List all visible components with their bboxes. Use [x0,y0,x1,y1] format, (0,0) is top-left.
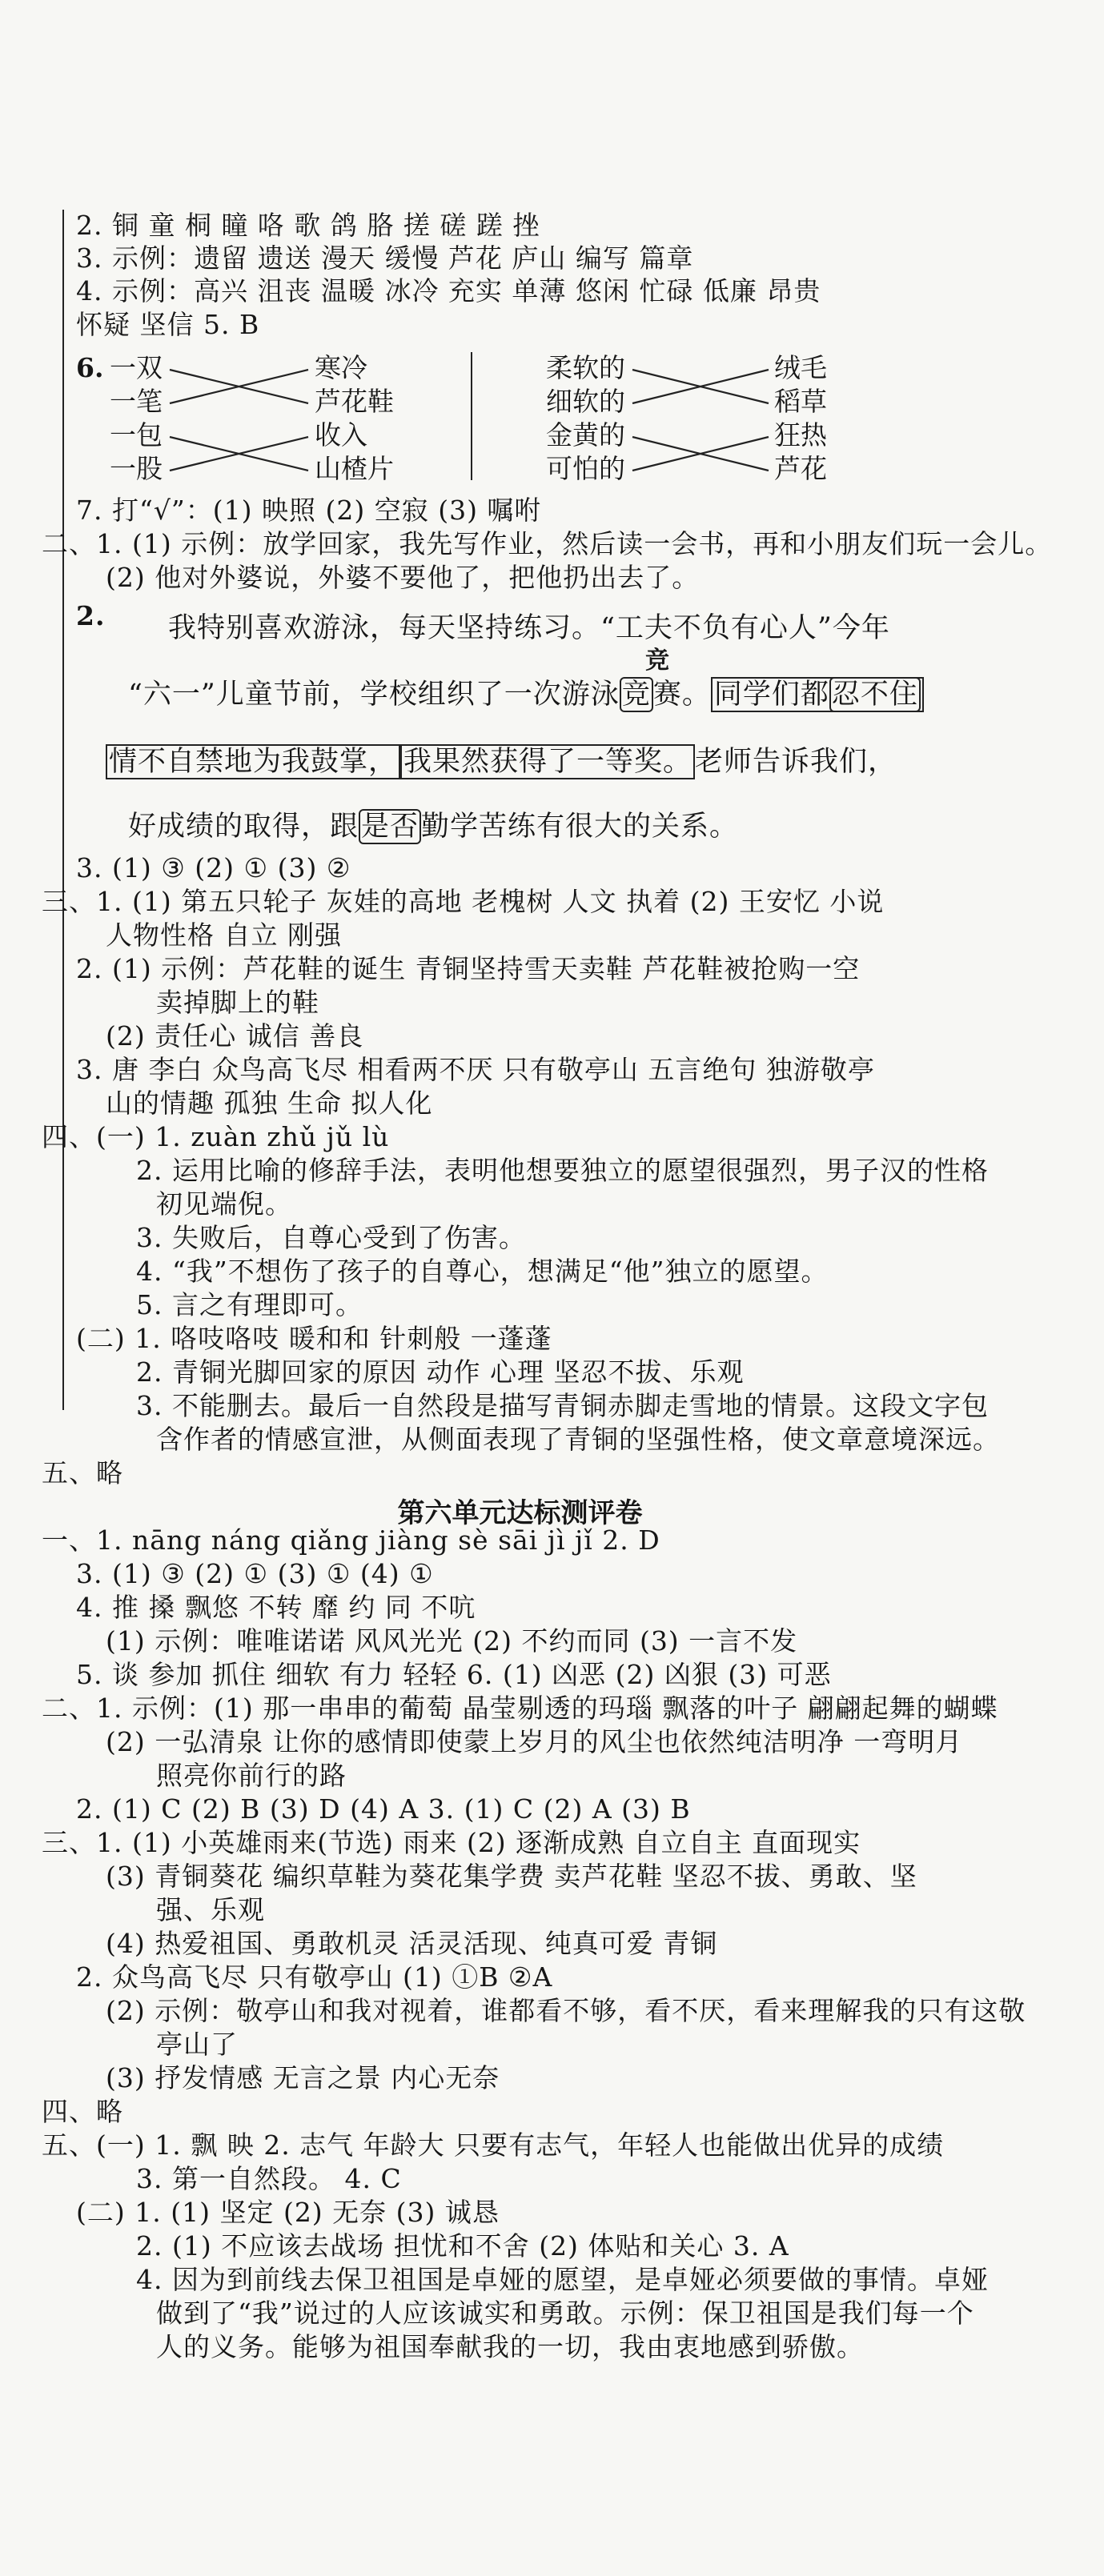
match-right-b-3: 狂热 [774,419,827,451]
essay-number: 2. [76,600,106,631]
answer-line: (3) 抒发情感 无言之景 内心无奈 [106,2062,500,2093]
answer-line: 4. “我”不想伤了孩子的自尊心，想满足“他”独立的愿望。 [136,1256,829,1287]
answer-line: 5. 谈 参加 抓住 细软 有力 轻轻 6. (1) 凶恶 (2) 凶狠 (3) 可恶 [76,1659,832,1690]
answer-line: 2. 运用比喻的修辞手法，表明他想要独立的愿望很强烈，男子汉的性格 [136,1155,989,1186]
answer-line: 五、(一) 1. 飘 映 2. 志气 年龄大 只要有志气，年轻人也能做出优异的成绩 [42,2129,945,2161]
answer-line: 照亮你前行的路 [156,1760,347,1791]
essay-text: “六一”儿童节前，学校组织了一次游泳 [128,679,620,711]
answer-line: 怀疑 坚信 5. B [76,309,260,340]
answer-line: 初见端倪。 [156,1188,292,1220]
answer-line: 四、略 [42,2096,123,2127]
essay-boxed-text: 我果然获得了一等奖。 [400,744,695,779]
match-left-b-2: 细软的 [546,386,625,417]
answer-line: 3. 失败后，自尊心受到了伤害。 [136,1222,526,1253]
essay-text: 勤学苦练有很大的关系。 [421,811,739,843]
answer-line: 2. 铜 童 桐 瞳 咯 歌 鸽 胳 搓 磋 蹉 挫 [76,210,540,241]
answer-line: 3. 唐 李白 众鸟高飞尽 相看两不厌 只有敬亭山 五言绝句 独游敬亭 [76,1054,875,1085]
answer-line: (4) 热爱祖国、勇敢机灵 活灵活现、纯真可爱 青铜 [106,1928,718,1959]
essay-line-3 [106,746,897,778]
answer-line: 含作者的情感宣泄，从侧面表现了青铜的坚强性格，使文章意境深远。 [156,1424,1000,1455]
essay-circled-word: 忍不住 [829,677,921,712]
answer-line: 3. 示例：遗留 遗送 漫天 缓慢 芦花 庐山 编写 篇章 [76,242,694,274]
match-left-a-3: 一包 [110,419,163,451]
answer-line: (2) 一弘清泉 让你的感情即使蒙上岁月的风尘也依然纯洁明净 一弯明月 [106,1726,963,1757]
answer-line: 3. (1) ③ (2) ① (3) ① (4) ① [76,1558,434,1589]
essay-text: 赛。 [652,679,711,711]
answer-line: 卖掉脚上的鞋 [156,987,319,1018]
match-left-b-4: 可怕的 [546,453,625,484]
essay-boxed-text: 情不自禁地为我鼓掌， [106,744,400,779]
answer-line: 人的义务。能够为祖国奉献我的一切，我由衷地感到骄傲。 [156,2331,864,2362]
match-left-a-2: 一笔 [110,386,163,417]
essay-quote-left-mark: “ [600,612,616,644]
essay-line-1 [168,612,890,644]
answer-line: 2. (1) C (2) B (3) D (4) A 3. (1) C (2) A (3) B [76,1793,691,1825]
answer-line: 4. 因为到前线去保卫祖国是卓娅的愿望，是卓娅必须要做的事情。卓娅 [136,2264,989,2295]
answer-line: 5. 言之有理即可。 [136,1289,363,1320]
essay-text: 今年 [832,612,890,644]
answer-line: 2. 众鸟高飞尽 只有敬亭山 (1) ①B ②A [76,1961,553,1993]
match-left-b-3: 金黄的 [546,419,625,451]
match-right-b-2: 稻草 [774,386,827,417]
essay-insert-mark: 竞 [645,647,669,675]
answer-line: 强、乐观 [156,1894,265,1925]
match-left-a-4: 一股 [110,453,163,484]
answer-line: 3. 不能删去。最后一自然段是描写青铜赤脚走雪地的情景。这段文字包 [136,1390,989,1421]
essay-line-2 [128,679,924,711]
essay-quote-right-mark: ” [817,612,833,644]
answer-line: 人物性格 自立 刚强 [106,919,342,951]
answer-line: (2) 示例：敬亭山和我对视着，谁都看不够，看不厌，看来理解我的只有这敬 [106,1995,1026,2026]
answer-line: 2. (1) 不应该去战场 担忧和不舍 (2) 体贴和关心 3. A [136,2230,789,2262]
match-right-b-1: 绒毛 [774,352,827,383]
answer-line: 2. (1) 示例：芦花鞋的诞生 青铜坚持雪天卖鞋 芦花鞋被抢购一空 [76,953,861,984]
match-right-a-3: 收入 [315,419,367,451]
essay-text: 好成绩的取得，跟 [128,811,359,843]
essay-text: 老师告诉我们， [695,746,897,778]
essay-text: 我特别喜欢游泳，每天坚持练习。 [168,612,601,644]
answer-line: (1) 示例：唯唯诺诺 风风光光 (2) 不约而同 (3) 一言不发 [106,1625,798,1657]
match-left-b-1: 柔软的 [546,352,625,383]
answer-line: (2) 他对外婆说，外婆不要他了，把他扔出去了。 [106,562,700,593]
answer-line: 4. 推 搡 飘悠 不转 靡 约 同 不吭 [76,1592,476,1623]
match-connector-lines [0,0,1104,560]
answer-line: 2. 青铜光脚回家的原因 动作 心理 坚忍不拔、乐观 [136,1356,745,1388]
essay-circled-char: 竞 [620,677,653,712]
section-title: 第六单元达标测评卷 [397,1497,643,1529]
essay-boxed-text: 同学们都忍不住 [711,677,924,712]
answer-line: (二) 1. 咯吱咯吱 暖和和 针刺般 一蓬蓬 [76,1323,552,1354]
match-left-a-1: 一双 [110,352,163,383]
answer-line: 二、1. (1) 示例：放学回家，我先写作业，然后读一会书，再和小朋友们玩一会儿。 [42,528,1053,559]
match-right-b-4: 芦花 [774,453,827,484]
answer-line: (二) 1. (1) 坚定 (2) 无奈 (3) 诚恳 [76,2197,500,2228]
match-right-a-4: 山楂片 [315,453,394,484]
match-right-a-2: 芦花鞋 [315,386,394,417]
match-right-a-1: 寒冷 [315,352,367,383]
answer-line: 3. 第一自然段。 4. C [136,2163,402,2194]
answer-line: 二、1. 示例：(1) 那一串串的葡萄 晶莹剔透的玛瑙 飘落的叶子 翩翩起舞的蝴蝶 [42,1693,998,1724]
answer-line: 三、1. (1) 第五只轮子 灰娃的高地 老槐树 人文 执着 (2) 王安忆 小说 [42,886,885,917]
answer-line: 三、1. (1) 小英雄雨来(节选) 雨来 (2) 逐渐成熟 自立自主 直面现实 [42,1827,861,1858]
answer-line: 五、略 [42,1457,123,1488]
answer-line: 4. 示例：高兴 沮丧 温暖 冰冷 充实 单薄 悠闲 忙碌 低廉 昂贵 [76,275,821,306]
answer-line: 一、1. nāng náng qiǎng jiàng sè sāi jì jǐ 2. D [42,1524,660,1556]
answer-line: (3) 青铜葵花 编织草鞋为葵花集学费 卖芦花鞋 坚忍不拔、勇敢、坚 [106,1861,917,1892]
essay-line-4 [128,811,738,843]
essay-text: 工夫不负有心人 [615,612,817,644]
answer-line: 做到了“我”说过的人应该诚实和勇敢。示例：保卫祖国是我们每一个 [156,2298,974,2329]
answer-line: 7. 打“√”：(1) 映照 (2) 空寂 (3) 嘱咐 [76,495,542,526]
essay-circled-word: 是否 [359,809,421,844]
match-prefix: 6. [76,352,104,383]
answer-line: 四、(一) 1. zuàn zhǔ jǔ lù [42,1121,390,1152]
answer-line: 3. (1) ③ (2) ① (3) ② [76,852,351,883]
answer-line: 山的情趣 孤独 生命 拟人化 [106,1088,433,1119]
answer-line: (2) 责任心 诚信 善良 [106,1020,364,1052]
answer-line: 亭山了 [156,2029,238,2060]
